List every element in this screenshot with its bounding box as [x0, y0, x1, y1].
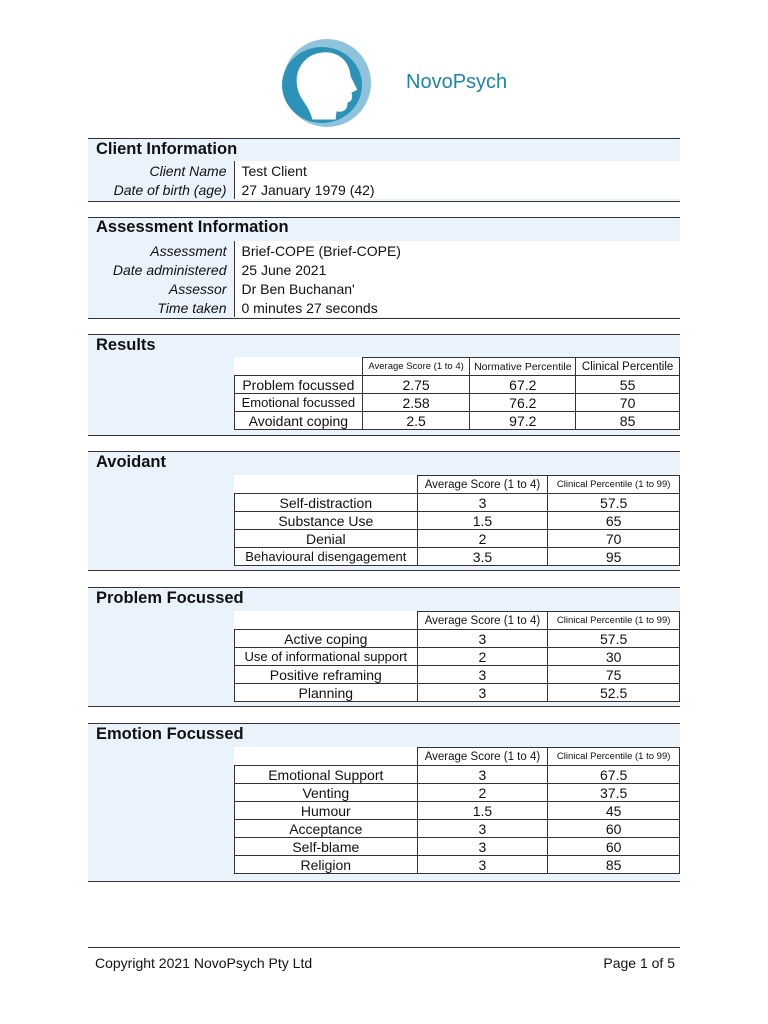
- info-row: [88, 260, 680, 279]
- row-label: Problem focussed: [235, 376, 363, 394]
- cell-clinical-percentile: 37.5: [548, 784, 680, 802]
- table-row: [235, 784, 680, 802]
- info-value: 25 June 2021: [234, 260, 680, 279]
- cell-average-score: 3: [417, 666, 548, 684]
- table-row: [235, 684, 680, 702]
- table-row: [235, 530, 680, 548]
- column-header: Normative Percentile: [470, 358, 576, 376]
- table-row: [235, 648, 680, 666]
- cell-average-score: 3: [417, 684, 548, 702]
- results-table: [234, 357, 680, 430]
- cell-clinical-percentile: 45: [548, 802, 680, 820]
- table-row: [235, 856, 680, 874]
- cell-normative-percentile: 97.2: [470, 412, 576, 430]
- cell-average-score: 2.75: [362, 376, 470, 394]
- cell-clinical-percentile: 52.5: [548, 684, 680, 702]
- assessment-info-table: [88, 241, 680, 317]
- info-value: Brief-COPE (Brief-COPE): [234, 241, 680, 260]
- cell-average-score: 3: [417, 630, 548, 648]
- cell-clinical-percentile: 70: [548, 530, 680, 548]
- header-spacer: [235, 476, 418, 494]
- column-header: Average Score (1 to 4): [417, 612, 548, 630]
- cell-clinical-percentile: 67.5: [548, 766, 680, 784]
- footer-divider: [88, 947, 680, 948]
- table-row: [235, 766, 680, 784]
- row-label: Religion: [235, 856, 418, 874]
- cell-clinical-percentile: 55: [576, 376, 680, 394]
- cell-average-score: 2.5: [362, 412, 470, 430]
- cell-average-score: 2: [417, 648, 548, 666]
- row-label: Emotional Support: [235, 766, 418, 784]
- row-label: Emotional focussed: [235, 394, 363, 412]
- table-header-row: [235, 748, 680, 766]
- table-row: [235, 394, 680, 412]
- section-title: Client Information: [96, 140, 238, 158]
- section-title: Emotion Focussed: [96, 725, 244, 743]
- emotion-focussed-table: [234, 747, 680, 874]
- section-title: Results: [96, 336, 156, 354]
- avoidant-table: [234, 475, 680, 566]
- cell-clinical-percentile: 85: [548, 856, 680, 874]
- cell-normative-percentile: 67.2: [470, 376, 576, 394]
- table-header-row: [235, 612, 680, 630]
- cell-average-score: 1.5: [417, 802, 548, 820]
- column-header: Average Score (1 to 4): [417, 476, 548, 494]
- info-row: [88, 298, 680, 317]
- footer-copyright: Copyright 2021 NovoPsych Pty Ltd: [95, 955, 313, 971]
- row-label: Use of informational support: [235, 648, 418, 666]
- info-label: Assessor: [168, 280, 227, 297]
- cell-clinical-percentile: 30: [548, 648, 680, 666]
- cell-average-score: 3: [417, 820, 548, 838]
- row-label: Positive reframing: [235, 666, 418, 684]
- cell-clinical-percentile: 60: [548, 838, 680, 856]
- cell-clinical-percentile: 85: [576, 412, 680, 430]
- cell-clinical-percentile: 70: [576, 394, 680, 412]
- info-value: 0 minutes 27 seconds: [234, 298, 680, 317]
- row-label: Denial: [235, 530, 418, 548]
- cell-average-score: 3: [417, 766, 548, 784]
- info-value: Test Client: [234, 161, 680, 180]
- row-label: Self-distraction: [235, 494, 418, 512]
- emotion-focussed-section: [88, 723, 680, 882]
- header-spacer: [235, 612, 418, 630]
- cell-clinical-percentile: 95: [548, 548, 680, 566]
- row-label: Acceptance: [235, 820, 418, 838]
- row-label: Substance Use: [235, 512, 418, 530]
- table-row: [235, 376, 680, 394]
- column-header: Average Score (1 to 4): [417, 748, 548, 766]
- row-label: Venting: [235, 784, 418, 802]
- info-label: Time taken: [157, 299, 227, 316]
- cell-average-score: 3: [417, 838, 548, 856]
- column-header: Clinical Percentile (1 to 99): [548, 476, 680, 494]
- info-label: Date of birth (age): [113, 181, 227, 198]
- table-row: [235, 666, 680, 684]
- problem-focussed-table: [234, 611, 680, 702]
- column-header: Clinical Percentile (1 to 99): [548, 748, 680, 766]
- table-row: [235, 630, 680, 648]
- table-row: [235, 802, 680, 820]
- problem-focussed-section: [88, 587, 680, 707]
- client-info-table: [88, 161, 680, 199]
- header-spacer: [235, 748, 418, 766]
- table-row: [235, 512, 680, 530]
- info-label: Client Name: [149, 162, 227, 179]
- assessment-information-section: [88, 217, 680, 319]
- table-row: [235, 820, 680, 838]
- brand-name: NovoPsych: [406, 71, 508, 93]
- row-label: Avoidant coping: [235, 412, 363, 430]
- cell-average-score: 3: [417, 494, 548, 512]
- info-label: Assessment: [150, 242, 227, 259]
- info-value: 27 January 1979 (42): [234, 180, 680, 199]
- cell-average-score: 2.58: [362, 394, 470, 412]
- results-section: [88, 334, 680, 436]
- cell-average-score: 3: [417, 856, 548, 874]
- avoidant-section: [88, 451, 680, 571]
- cell-clinical-percentile: 75: [548, 666, 680, 684]
- cell-normative-percentile: 76.2: [470, 394, 576, 412]
- novopsych-logo: [272, 34, 382, 130]
- cell-clinical-percentile: 60: [548, 820, 680, 838]
- client-information-section: [88, 138, 680, 202]
- row-label: Behavioural disengagement: [235, 548, 418, 566]
- footer-page-number: Page 1 of 5: [603, 955, 675, 971]
- cell-average-score: 2: [417, 530, 548, 548]
- cell-clinical-percentile: 57.5: [548, 630, 680, 648]
- column-header: Clinical Percentile: [576, 358, 680, 376]
- cell-average-score: 2: [417, 784, 548, 802]
- row-label: Self-blame: [235, 838, 418, 856]
- table-header-row: [235, 358, 680, 376]
- section-title: Assessment Information: [96, 218, 289, 236]
- cell-average-score: 1.5: [417, 512, 548, 530]
- info-row: [88, 161, 680, 180]
- column-header: Average Score (1 to 4): [362, 358, 470, 376]
- table-row: [235, 412, 680, 430]
- table-header-row: [235, 476, 680, 494]
- info-row: [88, 279, 680, 298]
- column-header: Clinical Percentile (1 to 99): [548, 612, 680, 630]
- section-title: Problem Focussed: [96, 589, 244, 607]
- table-row: [235, 548, 680, 566]
- info-row: [88, 180, 680, 199]
- row-label: Humour: [235, 802, 418, 820]
- info-label: Date administered: [112, 261, 227, 278]
- table-row: [235, 838, 680, 856]
- row-label: Planning: [235, 684, 418, 702]
- row-label: Active coping: [235, 630, 418, 648]
- cell-average-score: 3.5: [417, 548, 548, 566]
- info-value: Dr Ben Buchanan': [234, 279, 680, 298]
- section-title: Avoidant: [96, 453, 166, 471]
- info-row: [88, 241, 680, 260]
- table-row: [235, 494, 680, 512]
- cell-clinical-percentile: 57.5: [548, 494, 680, 512]
- cell-clinical-percentile: 65: [548, 512, 680, 530]
- header-spacer: [235, 358, 363, 376]
